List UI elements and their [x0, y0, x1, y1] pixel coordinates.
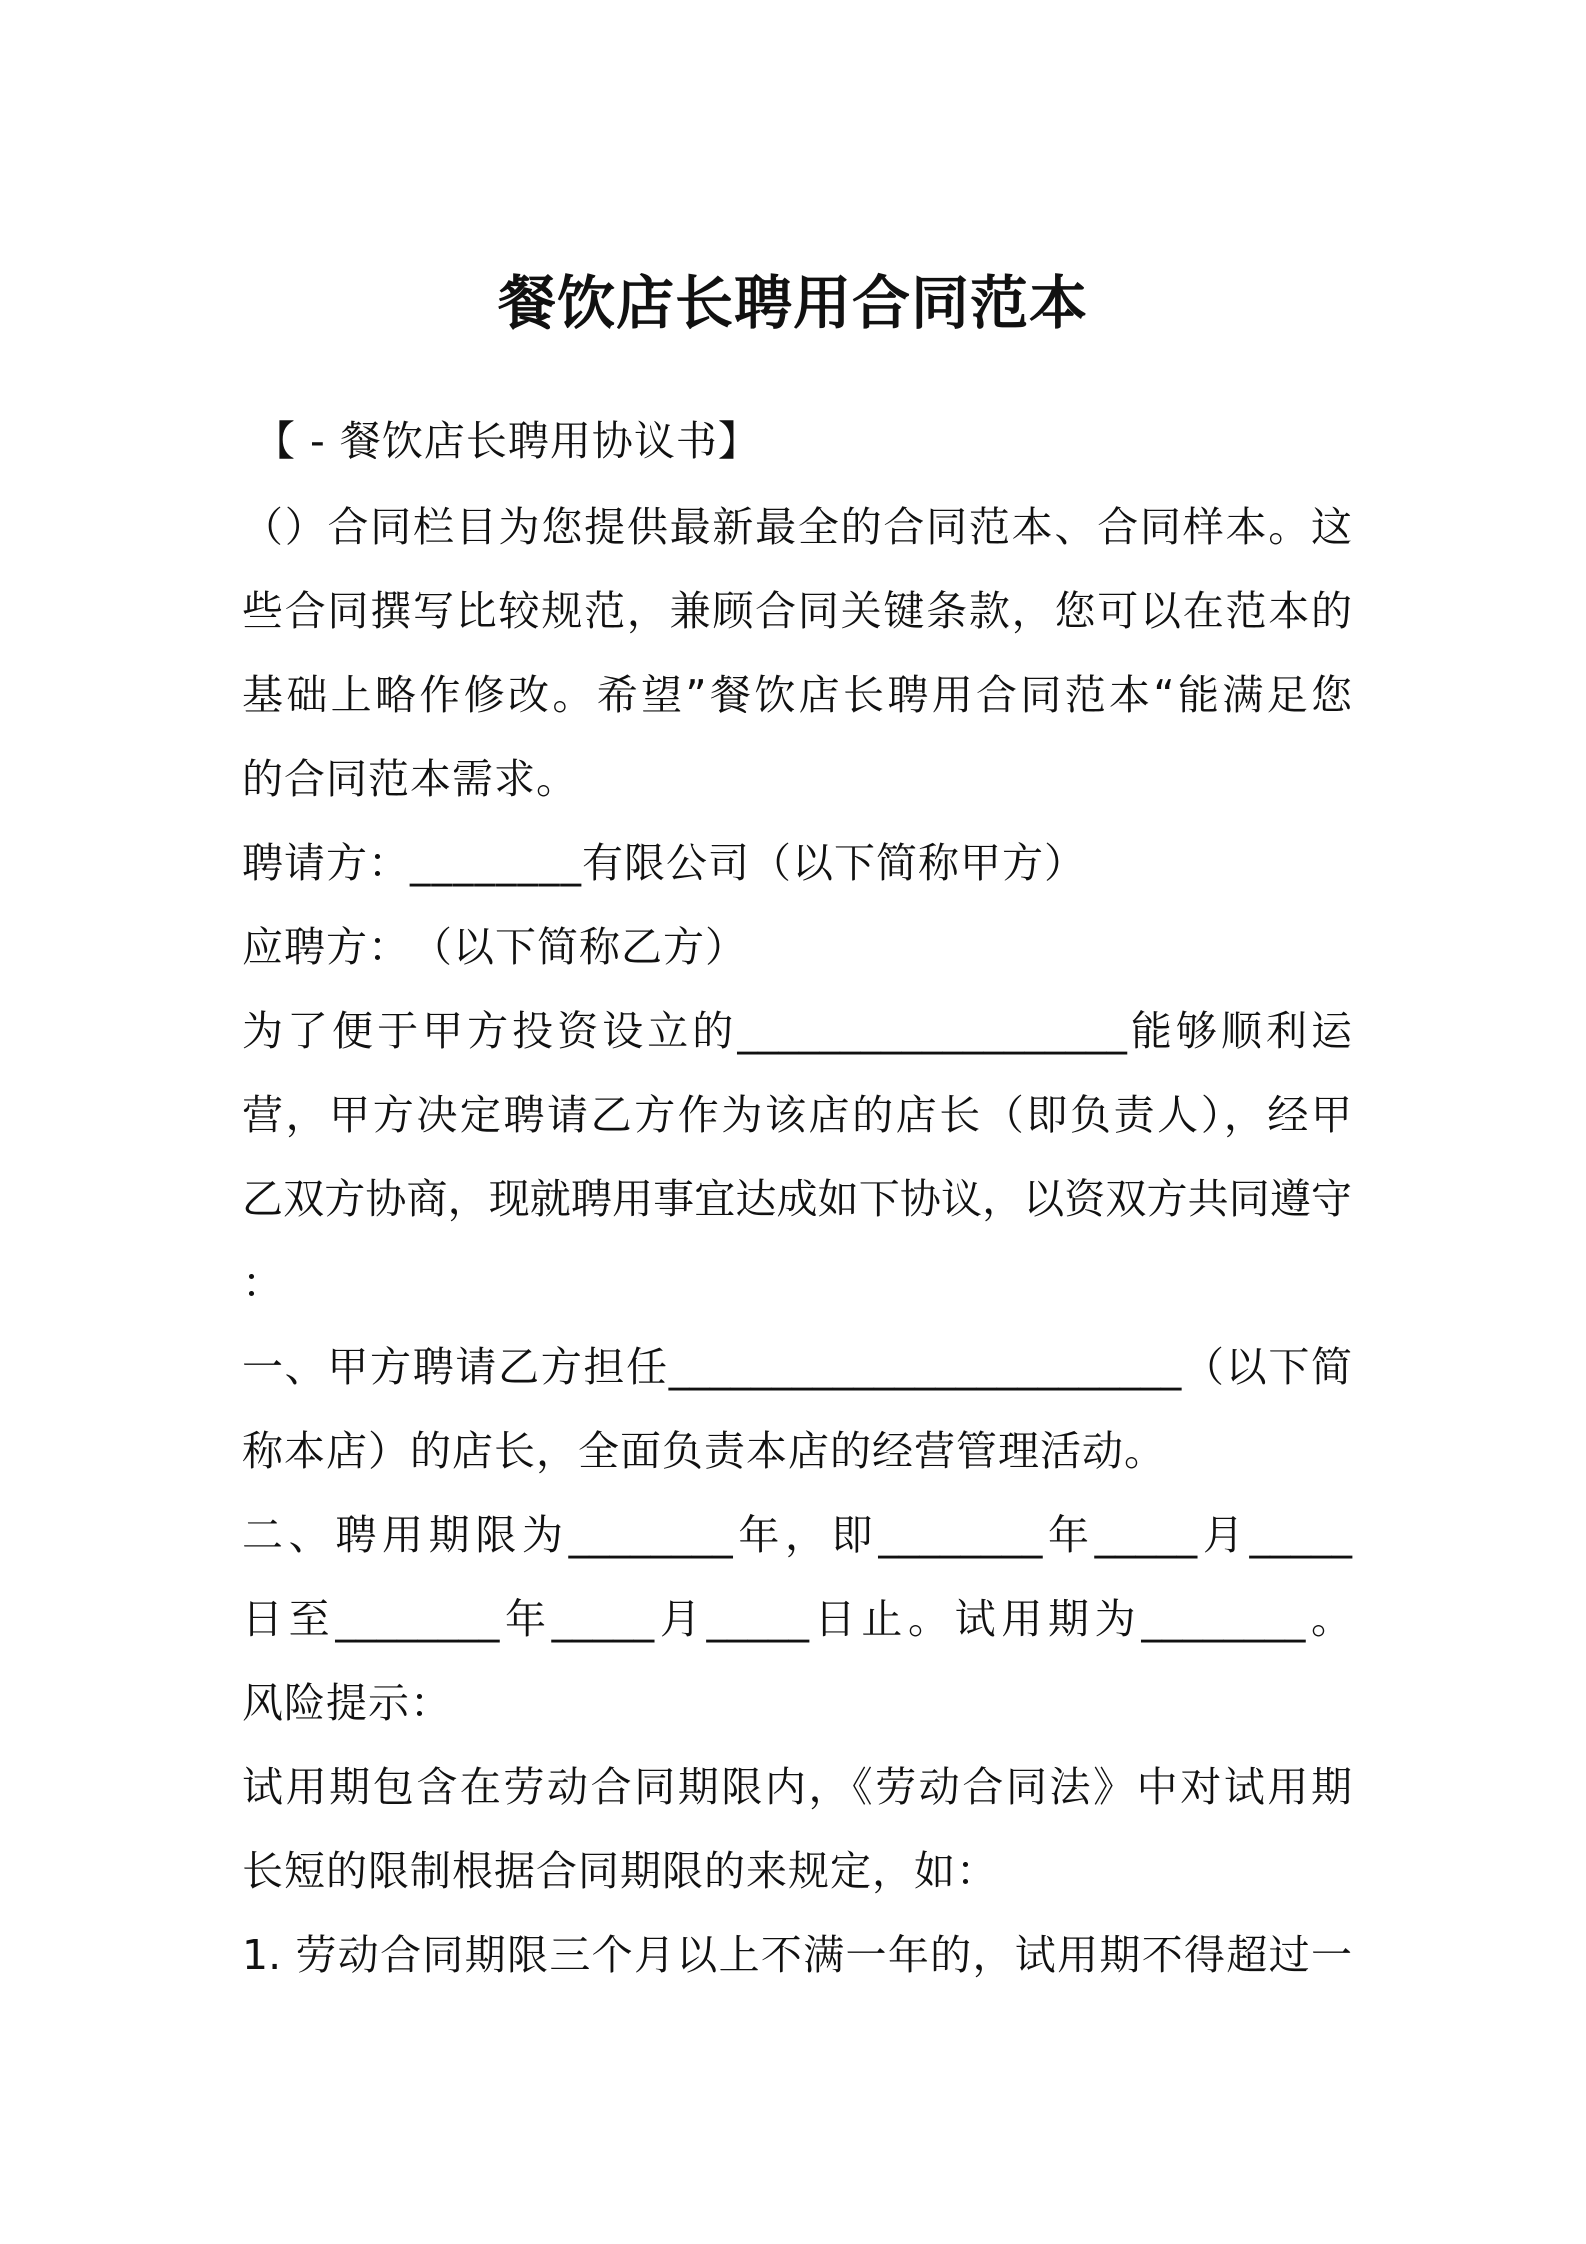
intro-line-4: 的合同范本需求。: [242, 755, 578, 803]
intro-line-1: （）合同栏目为您提供最新最全的合同范本、合同样本。这: [242, 503, 1352, 551]
employee-line: 应聘方： （以下简称乙方）: [242, 923, 747, 971]
section-heading: 【 - 餐饮店长聘用协议书】: [254, 417, 760, 465]
purpose-line-1: 为了便于甲方投资设立的___________________能够顺利运: [242, 1007, 1352, 1055]
clause-2-line-1: 二、聘用期限为________年，即________年_____月_____: [242, 1511, 1352, 1559]
intro-line-2: 些合同撰写比较规范，兼顾合同关键条款，您可以在范本的: [242, 587, 1352, 635]
risk-line-2: 长短的限制根据合同期限的来规定，如：: [242, 1847, 998, 1895]
clause-2-line-2: 日至________年_____月_____日止。试用期为________。: [242, 1595, 1352, 1643]
document-title: 餐饮店长聘用合同范本: [497, 269, 1088, 337]
risk-item-1: 1. 劳动合同期限三个月以上不满一年的，试用期不得超过一: [242, 1931, 1352, 1979]
purpose-line-4: ：: [242, 1259, 284, 1307]
clause-1-line-1: 一、甲方聘请乙方担任_________________________（以下简: [242, 1343, 1352, 1391]
risk-line-1: 试用期包含在劳动合同期限内，《劳动合同法》中对试用期: [242, 1763, 1352, 1811]
purpose-line-3: 乙双方协商，现就聘用事宜达成如下协议，以资双方共同遵守: [242, 1175, 1352, 1223]
employer-line: 聘请方：________有限公司（以下简称甲方）: [242, 839, 1086, 887]
intro-line-3: 基础上略作修改。希望”餐饮店长聘用合同范本“能满足您: [242, 671, 1352, 719]
risk-heading: 风险提示：: [242, 1679, 452, 1727]
clause-1-line-2: 称本店）的店长，全面负责本店的经营管理活动。: [242, 1427, 1166, 1475]
purpose-line-2: 营，甲方决定聘请乙方作为该店的店长（即负责人），经甲: [242, 1091, 1352, 1139]
